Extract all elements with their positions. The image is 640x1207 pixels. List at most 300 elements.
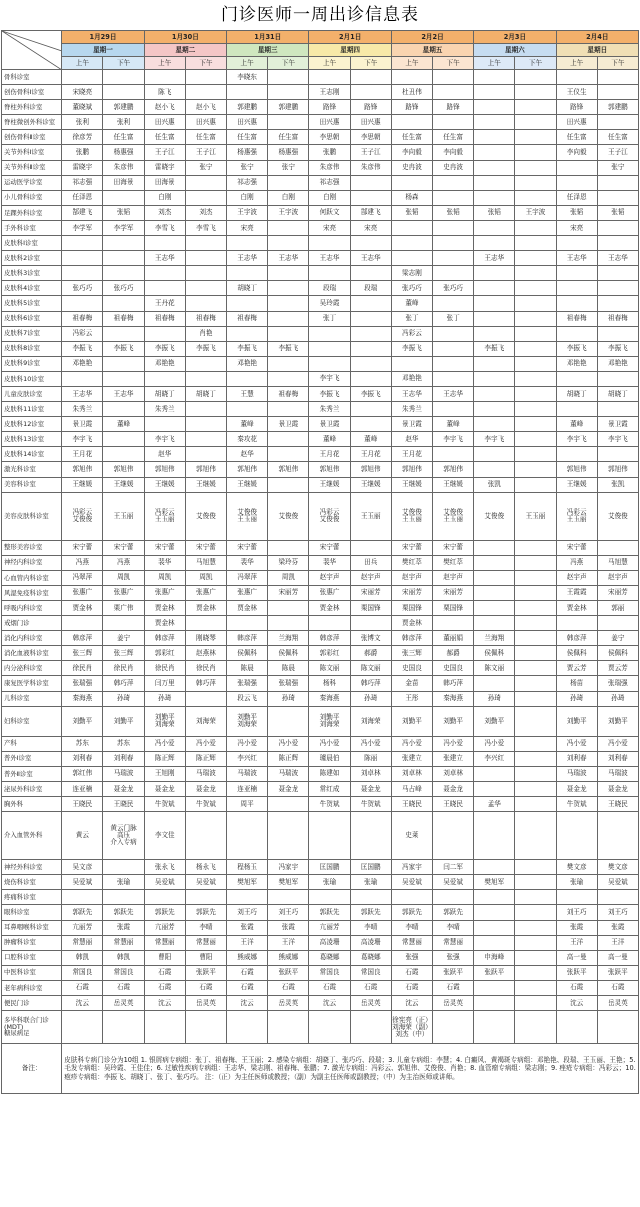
doctor-cell [268,432,309,447]
doctor-cell: 王继媛 [391,477,432,492]
doctor-cell [556,296,597,311]
morning-header: 上午 [227,57,268,70]
doctor-cell [597,890,638,905]
doctor-cell: 贾金林 [391,616,432,631]
doctor-cell: 李振飞 [391,341,432,356]
department-name: 皮肤科4诊室 [2,281,62,296]
doctor-cell [433,220,474,235]
doctor-cell [350,540,391,555]
department-name: 内分泌科诊室 [2,661,62,676]
doctor-cell [350,371,391,386]
doctor-cell: 宋亮 [556,220,597,235]
doctor-cell: 路锋 [309,100,350,115]
doctor-cell: 张建立 [391,751,432,766]
doctor-cell: 冯彩云 艾俊俊 [309,492,350,540]
doctor-cell [556,812,597,860]
doctor-cell: 郭旭伟 [350,462,391,477]
doctor-cell: 李雪飞 [185,220,226,235]
doctor-cell: 郭旭伟 [597,462,638,477]
doctor-cell [515,311,556,326]
doctor-cell [597,1011,638,1044]
doctor-cell [515,797,556,812]
department-name: 皮肤科Ⅰ诊室 [2,236,62,251]
doctor-cell: 宋亮 [350,220,391,235]
doctor-cell [185,371,226,386]
doctor-cell: 郭跃先 [185,905,226,920]
doctor-cell [62,616,103,631]
doctor-cell [474,386,515,401]
doctor-cell: 王仪生 [556,85,597,100]
doctor-cell: 郭丽 [597,601,638,616]
doctor-cell: 董晓斌 [62,100,103,115]
department-name: 激光科诊室 [2,462,62,477]
doctor-cell [597,296,638,311]
doctor-cell [227,371,268,386]
department-name: 风湿免疫科诊室 [2,585,62,600]
doctor-cell: 匡国鹏 [309,860,350,875]
doctor-cell: 陈飞 [144,85,185,100]
doctor-cell [103,70,144,85]
doctor-cell: 李宇飞 [474,432,515,447]
doctor-cell [433,812,474,860]
doctor-cell [597,175,638,190]
doctor-cell: 王继媛 [556,477,597,492]
doctor-cell: 宋丽芳 [391,585,432,600]
doctor-cell: 葛晓娜 [350,950,391,965]
doctor-cell [515,585,556,600]
doctor-cell: 韩彦萍 [62,631,103,646]
doctor-cell: 李振飞 [144,341,185,356]
doctor-cell: 郭跃先 [103,905,144,920]
doctor-cell: 李兴红 [227,751,268,766]
doctor-cell [103,447,144,462]
doctor-cell [556,890,597,905]
doctor-cell: 苏东 [103,736,144,751]
doctor-cell: 王继媛 [309,477,350,492]
doctor-cell: 吴爱斌 [391,875,432,890]
doctor-cell [433,447,474,462]
doctor-cell: 李振飞 [103,341,144,356]
department-name: 烧伤科诊室 [2,875,62,890]
doctor-cell: 胡晓丁 [227,281,268,296]
doctor-cell: 石霞 [144,980,185,995]
doctor-cell [515,281,556,296]
doctor-cell [474,555,515,570]
doctor-cell: 王宇波 [227,205,268,220]
doctor-cell: 王子江 [144,145,185,160]
doctor-cell: 石霞 [62,980,103,995]
doctor-cell [185,691,226,706]
doctor-cell: 侯佩科 [268,646,309,661]
doctor-cell [515,251,556,266]
doctor-cell: 牛贺斌 [185,797,226,812]
doctor-cell: 常慧丽 [391,935,432,950]
doctor-cell [268,706,309,736]
doctor-cell: 刘利春 [556,751,597,766]
department-name: 脊柱外科诊室 [2,100,62,115]
doctor-cell: 亢丽芳 [144,920,185,935]
doctor-cell: 刚晓琴 [185,631,226,646]
doctor-cell: 侯佩科 [474,646,515,661]
doctor-cell: 胡晓丁 [144,386,185,401]
doctor-cell [515,616,556,631]
doctor-cell: 董峰 [391,296,432,311]
doctor-cell: 贾金林 [62,601,103,616]
doctor-cell: 冯小爱 [391,736,432,751]
doctor-cell: 郭旭伟 [103,462,144,477]
doctor-cell: 路锋 [350,100,391,115]
department-row [2,100,639,115]
header-corner [2,31,62,70]
doctor-cell: 董峰 [350,432,391,447]
doctor-cell: 吴爱斌 [433,875,474,890]
doctor-cell: 宋宁蕾 [391,540,432,555]
doctor-cell: 石霞 [309,980,350,995]
doctor-cell: 李学军 [62,220,103,235]
doctor-cell: 李振飞 [556,341,597,356]
doctor-cell: 高凌珊 [350,935,391,950]
doctor-cell: 孙琦 [350,691,391,706]
doctor-cell [474,296,515,311]
doctor-cell: 牛贺斌 [556,797,597,812]
doctor-cell: 刘利春 [597,751,638,766]
doctor-cell: 刘王巧 [556,905,597,920]
doctor-cell: 宋宁蕾 [62,540,103,555]
doctor-cell: 刘杰 [185,205,226,220]
doctor-cell [268,175,309,190]
doctor-cell: 景卫霞 [597,417,638,432]
doctor-cell: 李思朝 [350,130,391,145]
doctor-cell [556,160,597,175]
doctor-cell [227,236,268,251]
doctor-cell: 李文佳 [144,812,185,860]
doctor-cell [515,145,556,160]
doctor-cell [309,616,350,631]
doctor-cell [474,570,515,585]
doctor-cell: 祖春梅 [597,311,638,326]
doctor-cell [391,890,432,905]
doctor-cell: 艾俊俊 王玉丽 [227,492,268,540]
doctor-cell: 郭跃先 [433,905,474,920]
doctor-cell: 李向毅 [556,145,597,160]
doctor-cell [391,236,432,251]
doctor-cell: 吴玲霞 [309,296,350,311]
doctor-cell [350,175,391,190]
doctor-cell: 李振飞 [597,341,638,356]
doctor-cell [474,920,515,935]
doctor-cell: 苏东 [62,736,103,751]
doctor-cell: 高一曼 [597,950,638,965]
doctor-cell: 宋晓亮 [62,85,103,100]
doctor-cell [185,432,226,447]
doctor-cell: 张瑞强 [268,676,309,691]
doctor-cell: 景卫霞 [268,417,309,432]
doctor-cell [144,1011,185,1044]
department-name: 皮肤科11诊室 [2,402,62,417]
doctor-cell: 冯小爱 [268,736,309,751]
doctor-cell: 田兴惠 [556,115,597,130]
doctor-cell: 冯小爱 [185,736,226,751]
doctor-cell: 常国良 [62,965,103,980]
doctor-cell: 冯彩云 王玉丽 [556,492,597,540]
doctor-cell [597,220,638,235]
afternoon-header: 下午 [597,57,638,70]
doctor-cell: 韩凯 [103,950,144,965]
doctor-cell: 张霞 [268,920,309,935]
doctor-cell: 岳灵英 [350,995,391,1010]
doctor-cell: 周凯 [185,570,226,585]
doctor-cell: 王晓民 [62,797,103,812]
doctor-cell: 栗国锋 [433,601,474,616]
doctor-cell: 李宇飞 [597,432,638,447]
doctor-cell: 聂金龙 [556,781,597,796]
notes-label: 备注： [2,1044,62,1094]
doctor-cell [515,920,556,935]
doctor-cell: 徐民肖 [62,661,103,676]
doctor-cell [597,402,638,417]
doctor-cell [474,311,515,326]
doctor-cell [103,616,144,631]
doctor-cell: 郭旭伟 [556,462,597,477]
department-name: 儿科诊室 [2,691,62,706]
doctor-cell: 任生富 [103,130,144,145]
doctor-cell: 雷晓宇 [62,160,103,175]
doctor-cell: 张惠广 [227,585,268,600]
doctor-cell: 张瑜 [556,875,597,890]
doctor-cell [515,115,556,130]
doctor-cell: 王志华 [391,386,432,401]
doctor-cell [474,190,515,205]
doctor-cell: 白刚 [227,190,268,205]
doctor-cell: 王晓民 [597,797,638,812]
doctor-cell: 王继媛 [62,477,103,492]
department-name: 介入血管外科 [2,812,62,860]
doctor-cell: 祖春梅 [268,386,309,401]
doctor-cell: 韩彦萍 [391,631,432,646]
doctor-cell [268,890,309,905]
doctor-cell: 冯彩云 王玉丽 [144,492,185,540]
doctor-cell [433,402,474,417]
doctor-cell: 张宁 [268,160,309,175]
doctor-cell: 朱秀兰 [62,402,103,417]
doctor-cell [185,356,226,371]
department-name: 妇科诊室 [2,706,62,736]
doctor-cell: 张霞 [597,920,638,935]
doctor-cell: 吴文彦 [62,860,103,875]
doctor-cell: 李向毅 [391,145,432,160]
doctor-cell [185,1011,226,1044]
doctor-cell: 郭跃先 [62,905,103,920]
doctor-cell: 董峰 [103,417,144,432]
doctor-cell: 樊文彦 [556,860,597,875]
doctor-cell [515,646,556,661]
department-name: 创伤骨科Ⅰ诊室 [2,85,62,100]
doctor-cell [474,585,515,600]
doctor-cell [474,980,515,995]
doctor-cell: 赵华 [227,447,268,462]
doctor-cell [433,371,474,386]
doctor-cell [515,995,556,1010]
department-name: 小儿骨科诊室 [2,190,62,205]
doctor-cell: 李晴 [185,920,226,935]
doctor-cell: 宋丽芳 [433,585,474,600]
doctor-cell [185,812,226,860]
doctor-cell: 艾俊俊 王玉丽 [391,492,432,540]
doctor-cell [144,890,185,905]
department-name: 戒烟门诊 [2,616,62,631]
doctor-cell: 雷晓宇 [144,160,185,175]
doctor-cell: 聂金龙 [268,781,309,796]
doctor-cell: 贾金林 [556,601,597,616]
doctor-cell [268,371,309,386]
department-row [2,160,639,175]
doctor-cell: 张永飞 [144,860,185,875]
department-row [2,311,639,326]
doctor-cell: 祖春梅 [144,311,185,326]
doctor-cell [474,281,515,296]
doctor-cell: 邓艳艳 [556,356,597,371]
doctor-cell [556,616,597,631]
doctor-cell: 刘勤平 [556,706,597,736]
doctor-cell [474,462,515,477]
doctor-cell: 吴爱斌 [62,875,103,890]
doctor-cell: 张惠广 [62,585,103,600]
doctor-cell: 樊旭军 [268,875,309,890]
doctor-cell: 吴爱斌 [597,875,638,890]
doctor-cell: 冯彩云 [62,326,103,341]
doctor-cell: 王志华 [268,251,309,266]
department-row [2,266,639,281]
doctor-cell [515,1011,556,1044]
doctor-cell: 张跃平 [268,965,309,980]
doctor-cell: 段瑞 [309,281,350,296]
doctor-cell: 杜丑伟 [391,85,432,100]
doctor-cell: 陈建如 [309,766,350,781]
doctor-cell: 王月花 [391,447,432,462]
doctor-cell: 周凯 [103,570,144,585]
notes-row [2,1044,639,1094]
doctor-cell: 李思朝 [309,130,350,145]
doctor-cell: 冯彩云 艾俊俊 [62,492,103,540]
doctor-cell [474,781,515,796]
doctor-cell: 陈文丽 [309,661,350,676]
doctor-cell: 匡国鹏 [350,860,391,875]
doctor-cell [62,371,103,386]
doctor-cell: 赵宇声 [350,570,391,585]
weekday-header: 星期四 [309,44,391,57]
doctor-cell: 兰海翔 [268,631,309,646]
doctor-cell: 郭跃先 [350,905,391,920]
weekday-header: 星期二 [144,44,226,57]
doctor-cell: 王宇波 [515,205,556,220]
doctor-cell: 侯佩科 [556,646,597,661]
doctor-cell: 李振飞 [62,341,103,356]
doctor-cell [597,190,638,205]
doctor-cell: 宋亮 [227,220,268,235]
doctor-cell [227,812,268,860]
doctor-cell: 牛贺斌 [309,797,350,812]
doctor-cell: 李振飞 [227,341,268,356]
doctor-cell: 闫万里 [144,676,185,691]
doctor-cell: 刘王巧 [227,905,268,920]
doctor-cell [350,890,391,905]
department-name: 整形美容诊室 [2,540,62,555]
department-name: 康复医学科诊室 [2,676,62,691]
doctor-cell: 王子江 [597,145,638,160]
doctor-cell: 牛贺斌 [350,797,391,812]
doctor-cell [474,890,515,905]
doctor-cell: 张利 [103,115,144,130]
doctor-cell: 杨永飞 [185,860,226,875]
doctor-cell: 刘海荣 [350,706,391,736]
doctor-cell: 田兴惠 [185,115,226,130]
doctor-cell [268,402,309,417]
doctor-cell: 岳灵英 [597,995,638,1010]
department-name: 眼科诊室 [2,905,62,920]
doctor-cell: 璩晨伯 [309,751,350,766]
doctor-cell: 田兵 [350,555,391,570]
doctor-cell: 姜宁 [103,631,144,646]
doctor-cell: 秦海燕 [309,691,350,706]
doctor-cell: 陈文丽 [350,661,391,676]
doctor-cell: 陈正辉 [144,751,185,766]
doctor-cell [227,266,268,281]
doctor-cell: 樊旭军 [474,875,515,890]
date-header: 2月3日 [474,31,556,44]
doctor-cell [474,995,515,1010]
doctor-cell: 祁志强 [62,175,103,190]
doctor-cell: 王继媛 [350,477,391,492]
doctor-cell [350,356,391,371]
department-row [2,555,639,570]
doctor-cell [227,1011,268,1044]
department-name: 皮肤科9诊室 [2,356,62,371]
doctor-cell [433,296,474,311]
doctor-cell [185,296,226,311]
department-name: 皮肤科13诊室 [2,432,62,447]
doctor-cell: 祖春梅 [185,311,226,326]
doctor-cell: 周平 [227,797,268,812]
doctor-cell [268,326,309,341]
doctor-cell [268,85,309,100]
doctor-cell: 任泽恩 [62,190,103,205]
doctor-cell: 艾俊俊 [268,492,309,540]
doctor-cell: 张宁 [227,160,268,175]
doctor-cell: 贾云芳 [597,661,638,676]
doctor-cell [515,980,556,995]
doctor-cell: 张霞 [103,920,144,935]
notes-text: 皮肤科专病门诊分为10组 1. 银屑病专病组：张丁、祖春梅、王玉丽；2. 感染专病组：胡晓丁、张巧巧、段瑞；3. 儿童专病组：李慧；4. 白癜风、黄褐斑专病组：邓艳艳、段瑞、王玉丽、王艳；5. 毛发专病组：吴玲霞、王佳佳；6. 过敏性疾病专病组：王志华、梁志刚、祖春梅、张鹏；7. 激光专病组：冯彩云、郭旭伟、艾俊俊、肖艳；8. 血管瘤专病组：梁志刚；9. 痤疮专病组：冯彩云；10. 疱疹专病组：李振飞、胡晓丁、张丁、张巧巧。 注：（正）为主任医师或教授；（副）为副主任医师或副教授；（中）为主治医师或讲师。 [62,1044,639,1094]
department-row [2,905,639,920]
department-name: 神经外科诊室 [2,860,62,875]
doctor-cell: 马旭慧 [597,555,638,570]
department-row [2,205,639,220]
doctor-cell [144,371,185,386]
doctor-cell: 栗国锋 [350,601,391,616]
doctor-cell: 樊红萃 [391,555,432,570]
doctor-cell: 王慧 [227,386,268,401]
doctor-cell [433,190,474,205]
doctor-cell [474,130,515,145]
doctor-cell: 孙琦 [556,691,597,706]
department-row [2,296,639,311]
doctor-cell: 田海景 [103,175,144,190]
doctor-cell: 王志华 [597,251,638,266]
doctor-cell: 任生富 [185,130,226,145]
doctor-cell: 张惠广 [185,585,226,600]
doctor-cell [185,251,226,266]
doctor-cell: 赵小飞 [144,100,185,115]
